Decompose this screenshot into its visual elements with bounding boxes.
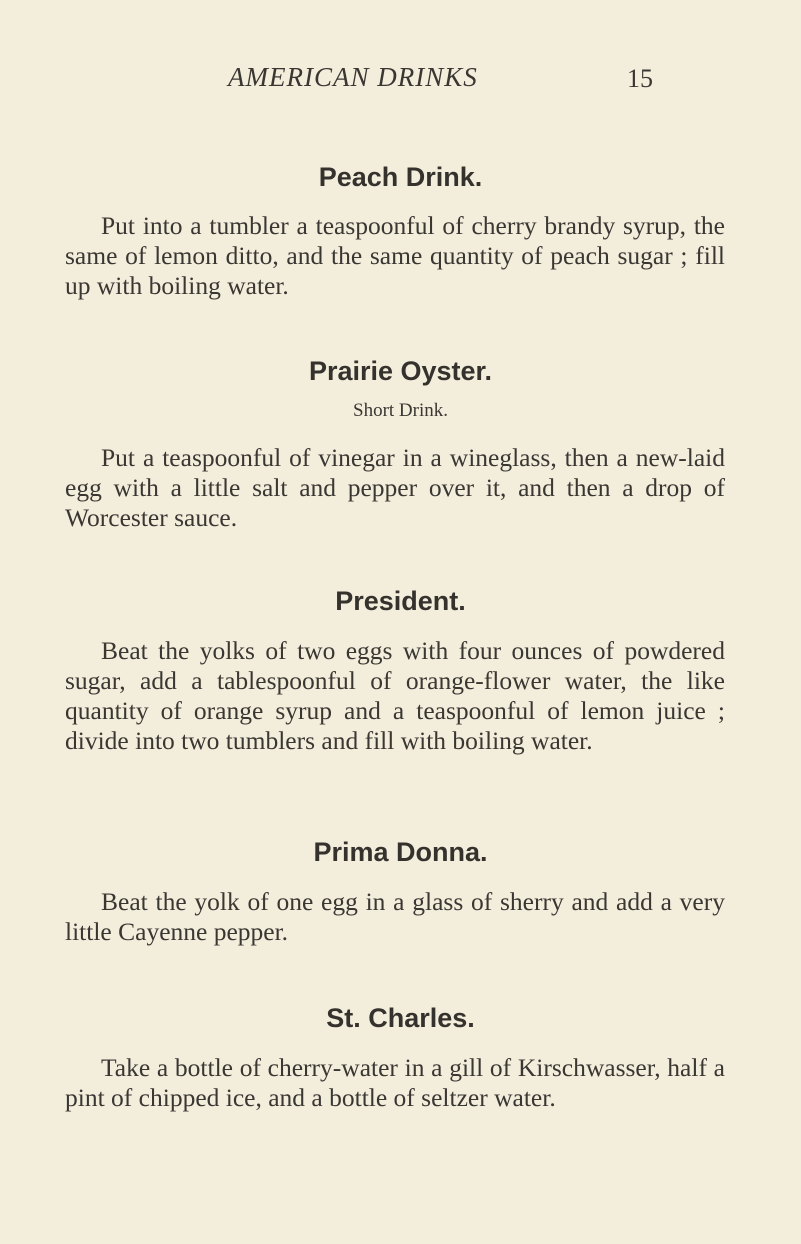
- running-head: AMERICAN DRINKS: [228, 62, 478, 92]
- recipe-text-president: Beat the yolks of two eggs with four ounces of powdered sugar, add a tablespoonful of orange-flower water, the like quantity of orange syrup and a teaspoonful of lemon juice ; divide into two tumblers and fill with boiling water.: [65, 636, 725, 755]
- recipe-title-prairie-oyster: Prairie Oyster.: [308, 356, 493, 386]
- recipe-title-prima-donna: Prima Donna.: [313, 837, 488, 867]
- recipe-title-peach-drink: Peach Drink.: [318, 162, 483, 192]
- recipe-text-prima-donna: Beat the yolk of one egg in a glass of sherry and add a very little Cayenne pepper.: [65, 887, 725, 946]
- recipe-title-st-charles: St. Charles.: [326, 1003, 475, 1033]
- recipe-title-president: President.: [335, 586, 466, 616]
- page-number: 15: [627, 64, 653, 93]
- recipe-text-peach-drink: Put into a tumbler a teaspoonful of cherry brandy syrup, the same of lemon ditto, and the same quantity of peach sugar ; fill up with boiling water.: [65, 211, 725, 300]
- recipe-subtitle-prairie-oyster: Short Drink.: [353, 400, 448, 421]
- recipe-text-st-charles: Take a bottle of cherry-water in a gill of Kirschwasser, half a pint of chipped ice, and a bottle of seltzer water.: [65, 1053, 725, 1112]
- recipe-text-prairie-oyster: Put a teaspoonful of vinegar in a wineglass, then a new-laid egg with a little salt and pepper over it, and then a drop of Worcester sauce.: [65, 443, 725, 532]
